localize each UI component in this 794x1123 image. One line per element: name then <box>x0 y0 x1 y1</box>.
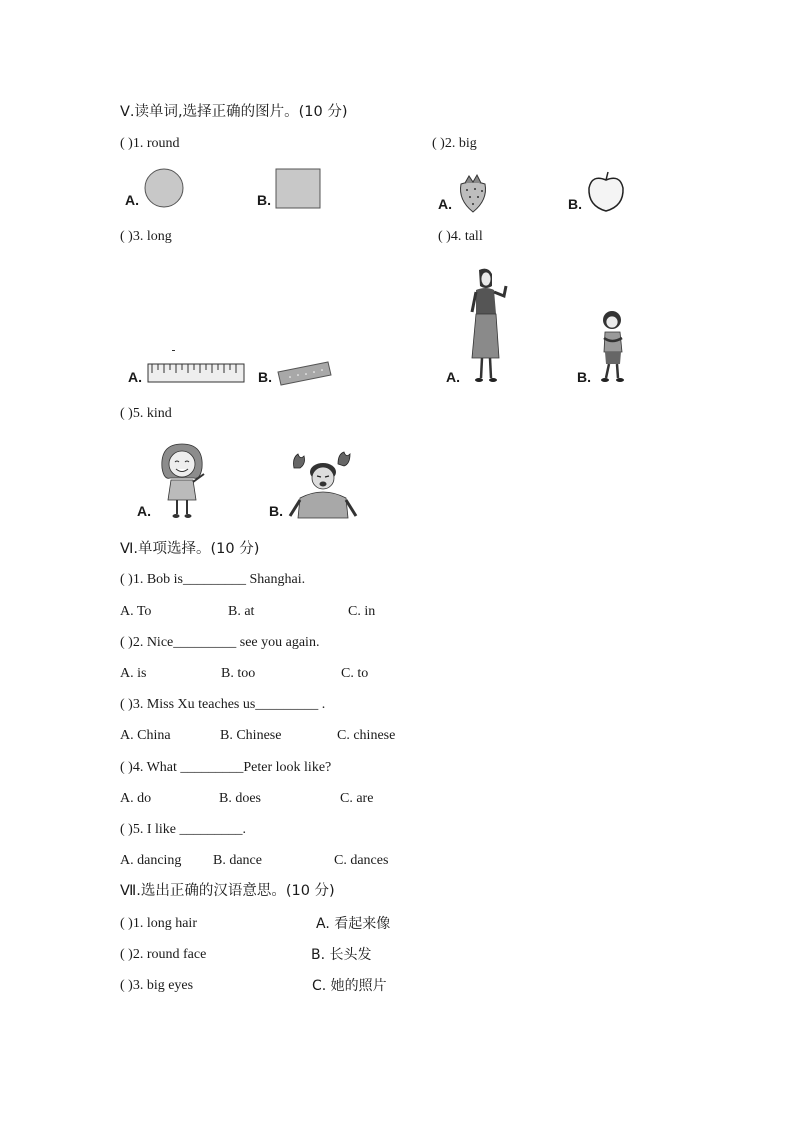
option-a-label: A. <box>125 192 139 208</box>
question-5-1: ( )1. round <box>120 136 180 151</box>
strawberry-image <box>455 172 491 214</box>
option-b-label: B. <box>568 196 582 212</box>
choice-a: A. dancing <box>120 853 182 868</box>
kind-girl-image <box>154 440 212 520</box>
question-7-1: ( )1. long hair <box>120 916 197 931</box>
option-b-label: B. <box>269 503 283 519</box>
apple-image <box>586 170 628 214</box>
question-6-3: ( )3. Miss Xu teaches us_________ . <box>120 697 326 712</box>
choice-c: C. chinese <box>337 728 396 743</box>
choice-c: C. in <box>348 604 376 619</box>
question-7-2: ( )2. round face <box>120 947 207 962</box>
question-6-5: ( )5. I like _________. <box>120 822 246 837</box>
choice-b: B. too <box>221 666 256 681</box>
section-5-heading: Ⅴ.读单词,选择正确的图片。(10 分) <box>120 104 348 120</box>
option-a-label: A. <box>128 369 142 385</box>
meaning-option: C. 她的照片 <box>312 978 387 994</box>
square-image <box>275 168 323 210</box>
choice-b: B. Chinese <box>220 728 282 743</box>
option-b-label: B. <box>258 369 272 385</box>
short-girl-image <box>596 308 632 386</box>
option-b-label: B. <box>257 192 271 208</box>
choice-b: B. does <box>219 791 261 806</box>
choice-a: A. To <box>120 604 152 619</box>
angry-boy-image <box>288 450 358 520</box>
question-6-4: ( )4. What _________Peter look like? <box>120 760 332 775</box>
section-7-heading: Ⅶ.选出正确的汉语意思。(10 分) <box>120 883 335 899</box>
tall-woman-image <box>462 266 512 386</box>
option-a-label: A. <box>438 196 452 212</box>
question-7-3: ( )3. big eyes <box>120 978 194 993</box>
question-6-2: ( )2. Nice_________ see you again. <box>120 635 320 650</box>
question-6-1: ( )1. Bob is_________ Shanghai. <box>120 572 306 587</box>
long-ruler-image <box>146 346 246 386</box>
meaning-option: B. 长头发 <box>311 947 372 963</box>
choice-b: B. dance <box>213 853 262 868</box>
option-a-label: A. <box>137 503 151 519</box>
meaning-option: A. 看起来像 <box>316 916 391 932</box>
choice-b: B. at <box>228 604 255 619</box>
short-ruler-image <box>276 358 334 388</box>
option-b-label: B. <box>577 369 591 385</box>
section-6-heading: Ⅵ.单项选择。(10 分) <box>120 541 260 557</box>
choice-c: C. dances <box>334 853 389 868</box>
question-5-3: ( )3. long <box>120 229 172 244</box>
circle-image <box>144 168 186 210</box>
choice-c: C. to <box>341 666 369 681</box>
question-5-4: ( )4. tall <box>438 229 483 244</box>
choice-a: A. do <box>120 791 152 806</box>
choice-a: A. China <box>120 728 171 743</box>
choice-a: A. is <box>120 666 147 681</box>
question-5-2: ( )2. big <box>432 136 477 151</box>
option-a-label: A. <box>446 369 460 385</box>
question-5-5: ( )5. kind <box>120 406 172 421</box>
choice-c: C. are <box>340 791 374 806</box>
